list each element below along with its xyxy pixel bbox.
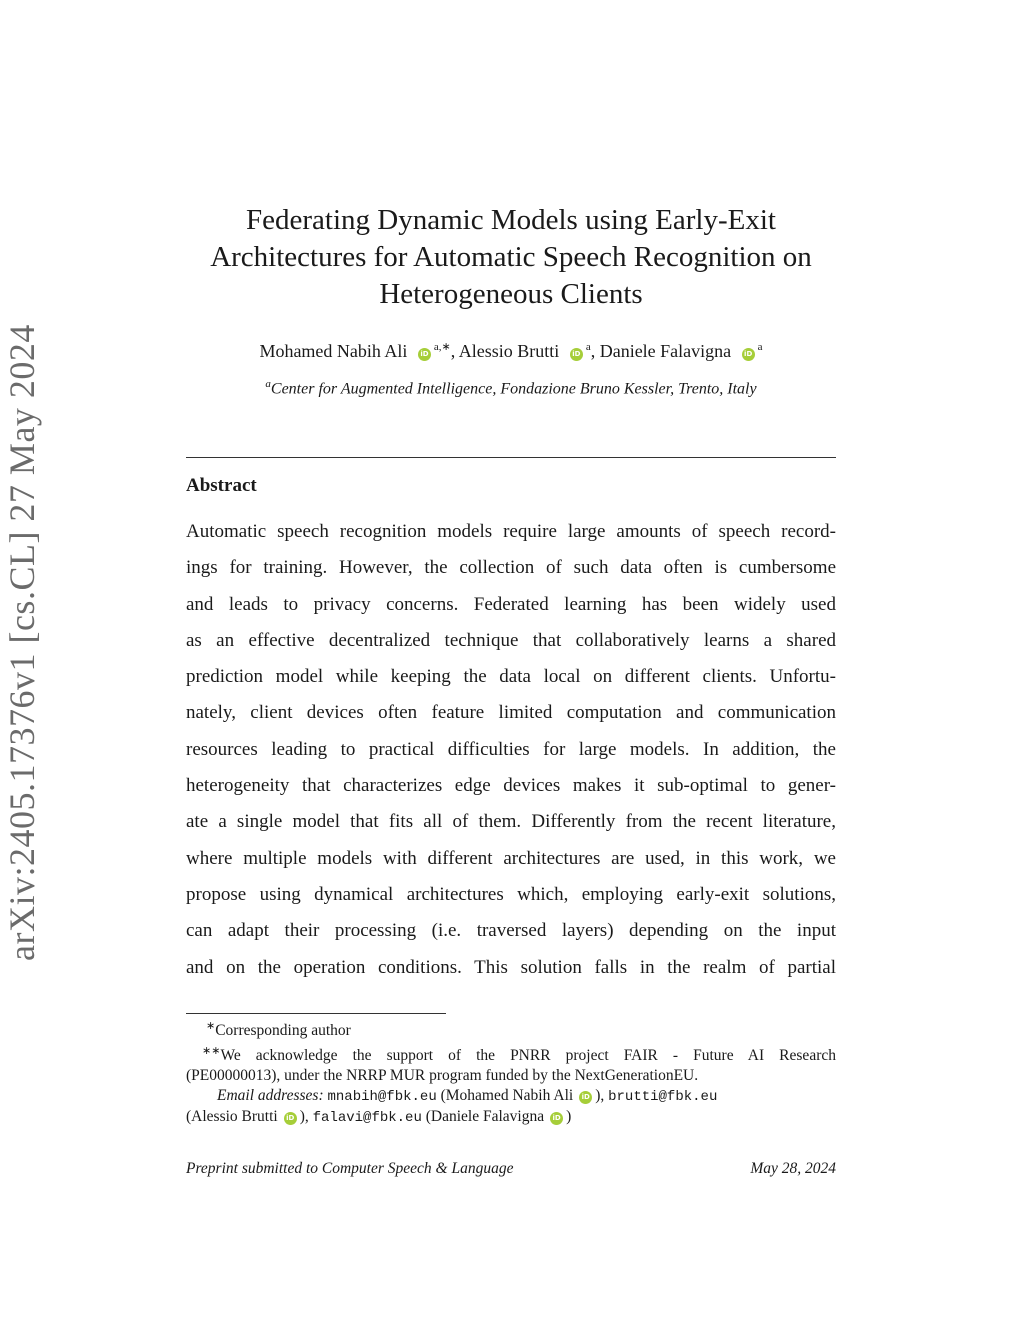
abstract-line: resources leading to practical difficulties for large models. In addition, the: [186, 738, 836, 760]
preprint-date: May 28, 2024: [750, 1160, 836, 1177]
footnote-text: We acknowledge the support of the PNRR project FAIR - Future AI Research: [220, 1047, 836, 1065]
email-owner: Daniele Falavigna: [430, 1108, 545, 1126]
title-line: Heterogeneous Clients: [379, 278, 643, 310]
email-link[interactable]: mnabih@fbk.eu: [327, 1089, 437, 1106]
affiliation: [186, 378, 836, 398]
affiliation-text: Center for Augmented Intelligence, Fondazione Bruno Kessler, Trento, Italy: [270, 380, 757, 398]
abstract-line: Automatic speech recognition models require large amounts of speech record-: [186, 521, 836, 542]
abstract-top-rule: [186, 457, 836, 458]
orcid-icon[interactable]: iD: [579, 1091, 592, 1104]
preprint-footer: [186, 1160, 836, 1178]
abstract-line: and leads to privacy concerns. Federated learning has been widely used: [186, 593, 836, 615]
abstract-line: where multiple models with different architectures are used, in this work, we: [186, 847, 836, 869]
abstract-line: ings for training. However, the collection of such data often is cumbersome: [186, 557, 836, 579]
abstract-line: as an effective decentralized technique that collaboratively learns a shared: [186, 629, 836, 651]
preprint-note: Preprint submitted to Computer Speech & Language: [186, 1160, 514, 1177]
orcid-icon[interactable]: iD: [284, 1112, 297, 1125]
abstract-line: heterogeneity that characterizes edge devices makes it sub-optimal to gener-: [186, 775, 836, 797]
abstract-line: prediction model while keeping the data local on different clients. Unfortu-: [186, 666, 836, 688]
abstract-line: and on the operation conditions. This solution falls in the realm of partial: [186, 956, 836, 978]
footnote-corresponding: [186, 1016, 836, 1041]
abstract-line: propose using dynamical architectures which, employing early-exit solutions,: [186, 883, 836, 905]
author-separator: ,: [450, 341, 456, 361]
footnote-rule: [186, 1013, 446, 1014]
email-label: Email addresses:: [217, 1087, 324, 1105]
arxiv-sidebar-stamp: arXiv:2405.17376v1 [cs.CL] 27 May 2024: [2, 324, 42, 961]
footnote-emails-cont: (Alessio Brutti iD ), falavi@fbk.eu (Daniele Falavigna iD ): [186, 1108, 572, 1127]
footnote-mark: ∗: [206, 1020, 216, 1032]
email-link[interactable]: falavi@fbk.eu: [312, 1110, 422, 1127]
footnotes: [186, 1016, 836, 1128]
footnote-ack-cont: (PE00000013), under the NRRP MUR program funded by the NextGenerationEU.: [186, 1067, 699, 1085]
footnote-ack: [186, 1041, 836, 1066]
author-list: [186, 340, 836, 362]
abstract-line: nately, client devices often feature limited computation and communication: [186, 702, 836, 724]
footnote-emails: Email addresses: mnabih@fbk.eu (Mohamed Nabih Ali iD ), brutti@fbk.eu: [217, 1087, 718, 1106]
email-owner: Alessio Brutti: [191, 1108, 278, 1126]
affiliation-mark: a: [265, 378, 271, 390]
author-marks: a,∗: [433, 341, 451, 353]
author-name: Mohamed Nabih Ali: [259, 341, 408, 361]
author-name: Daniele Falavigna: [599, 341, 732, 361]
abstract-heading: Abstract: [186, 475, 257, 496]
orcid-icon[interactable]: iD: [550, 1112, 563, 1125]
orcid-icon[interactable]: iD: [570, 348, 583, 361]
orcid-icon[interactable]: iD: [742, 348, 755, 361]
orcid-icon[interactable]: iD: [418, 348, 431, 361]
footnote-text: Corresponding author: [215, 1022, 351, 1040]
email-link[interactable]: brutti@fbk.eu: [608, 1089, 718, 1106]
author-marks: a: [757, 341, 763, 353]
email-owner: Mohamed Nabih Ali: [445, 1087, 574, 1105]
title-line: Architectures for Automatic Speech Recognition on: [210, 241, 812, 273]
author-marks: a: [585, 341, 591, 353]
author-separator: ,: [590, 341, 596, 361]
abstract-line: ate a single model that fits all of them. Differently from the recent literature,: [186, 811, 836, 833]
abstract-body: [186, 514, 836, 986]
author-name: Alessio Brutti: [458, 341, 560, 361]
paper-title: [186, 202, 836, 313]
footnote-mark: ∗∗: [202, 1045, 221, 1058]
abstract-line: can adapt their processing (i.e. traversed layers) depending on the input: [186, 920, 836, 942]
title-line: Federating Dynamic Models using Early-Exit: [246, 204, 776, 236]
